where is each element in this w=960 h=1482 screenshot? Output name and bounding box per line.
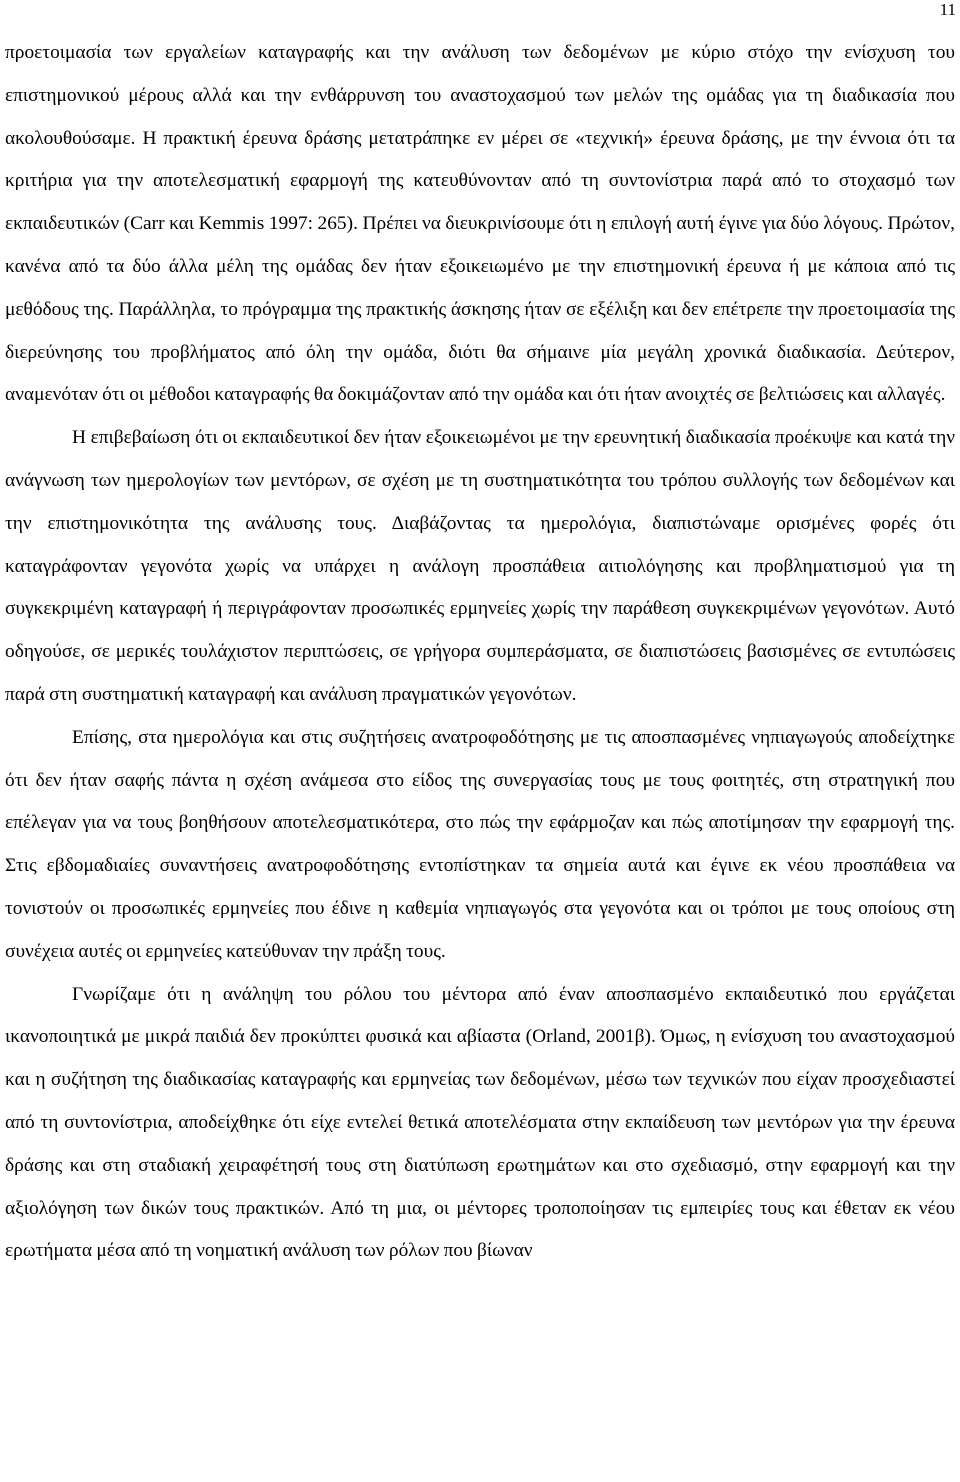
paragraph: Επίσης, στα ημερολόγια και στις συζητήσεις ανατροφοδότησης με τις αποσπασμένες νηπιαγωγούς αποδείχτηκε ότι δεν ήταν σαφής πάντα η σχέση ανάμεσα στο είδος της συνεργασίας τους με τους φοιτητές, στη στρατηγική που επέλεγαν για να τους βοηθήσουν αποτελεσματικότερα, στο πώς την εφάρμοζαν και πώς αποτίμησαν την εφαρμογή της. Στις εβδομαδιαίες συναντήσεις ανατροφοδότησης εντοπίστηκαν τα σημεία αυτά και έγινε εκ νέου προσπάθεια να τονιστούν οι προσωπικές ερμηνείες που έδινε η καθεμία νηπιαγωγός στα γεγονότα και οι τρόποι με τους οποίους στη συνέχεια αυτές οι ερμηνείες κατεύθυναν την πράξη τους. <box>5 726 955 962</box>
document-body <box>5 32 955 1273</box>
paragraph: Γνωρίζαμε ότι η ανάληψη του ρόλου του μέντορα από έναν αποσπασμένο εκπαιδευτικό που εργάζεται ικανοποιητικά με μικρά παιδιά δεν προκύπτει φυσικά και αβίαστα (Orland, 2001β). Όμως, η ενίσχυση του αναστοχασμού και η συζήτηση της διαδικασίας καταγραφής και ερμηνείας των δεδομένων, μέσω των τεχνικών που είχαν προσχεδιαστεί από τη συντονίστρια, αποδείχθηκε ότι είχε εντελεί θετικά αποτελέσματα στην εκπαίδευση των μεντόρων για την έρευνα δράσης και στη σταδιακή χειραφέτησή τους στη διατύπωση ερωτημάτων και στο σχεδιασμό, στην εφαρμογή και την αξιολόγηση των δικών τους πρακτικών. Από τη μια, οι μέντορες τροποποίησαν τις εμπειρίες τους και έθεταν εκ νέου ερωτήματα μέσα από τη νοηματική ανάλυση των ρόλων που βίωναν <box>5 983 955 1262</box>
paragraph: προετοιμασία των εργαλείων καταγραφής και την ανάλυση των δεδομένων με κύριο στόχο την ενίσχυση του επιστημονικού μέρους αλλά και την ενθάρρυνση του αναστοχασμού των μελών της ομάδας για τη διαδικασία που ακολουθούσαμε. Η πρακτική έρευνα δράσης μετατράπηκε εν μέρει σε «τεχνική» έρευνα δράσης, με την έννοια ότι τα κριτήρια για την αποτελεσματική εφαρμογή της κατευθύνονταν από τη συντονίστρια παρά από το στοχασμό των εκπαιδευτικών (Carr και Kemmis 1997: 265). Πρέπει να διευκρινίσουμε ότι η επιλογή αυτή έγινε για δύο λόγους. Πρώτον, κανένα από τα δύο άλλα μέλη της ομάδας δεν ήταν εξοικειωμένο με την επιστημονική έρευνα ή με κάποια από τις μεθόδους της. Παράλληλα, το πρόγραμμα της πρακτικής άσκησης ήταν σε εξέλιξη και δεν επέτρεπε την προετοιμασία της διερεύνησης του προβλήματος από όλη την ομάδα, διότι θα σήμαινε μία μεγάλη χρονικά διαδικασία. Δεύτερον, αναμενόταν ότι οι μέθοδοι καταγραφής θα δοκιμάζονταν από την ομάδα και ότι ήταν ανοιχτές σε βελτιώσεις και αλλαγές. <box>5 42 955 406</box>
page-number: 11 <box>939 0 956 19</box>
paragraph: Η επιβεβαίωση ότι οι εκπαιδευτικοί δεν ήταν εξοικειωμένοι με την ερευνητική διαδικασία προέκυψε και κατά την ανάγνωση των ημερολογίων των μεντόρων, σε σχέση με τη συστηματικότητα του τρόπου συλλογής των δεδομένων και την επιστημονικότητα της ανάλυσης τους. Διαβάζοντας τα ημερολόγια, διαπιστώναμε ορισμένες φορές ότι καταγράφονταν γεγονότα χωρίς να υπάρχει η ανάλογη προσπάθεια αιτιολόγησης και προβληματισμού για τη συγκεκριμένη καταγραφή ή περιγράφονταν προσωπικές ερμηνείες χωρίς την παράθεση συγκεκριμένων γεγονότων. Αυτό οδηγούσε, σε μερικές τουλάχιστον περιπτώσεις, σε γρήγορα συμπεράσματα, σε διαπιστώσεις βασισμένες σε εντυπώσεις παρά στη συστηματική καταγραφή και ανάλυση πραγματικών γεγονότων. <box>5 427 955 705</box>
